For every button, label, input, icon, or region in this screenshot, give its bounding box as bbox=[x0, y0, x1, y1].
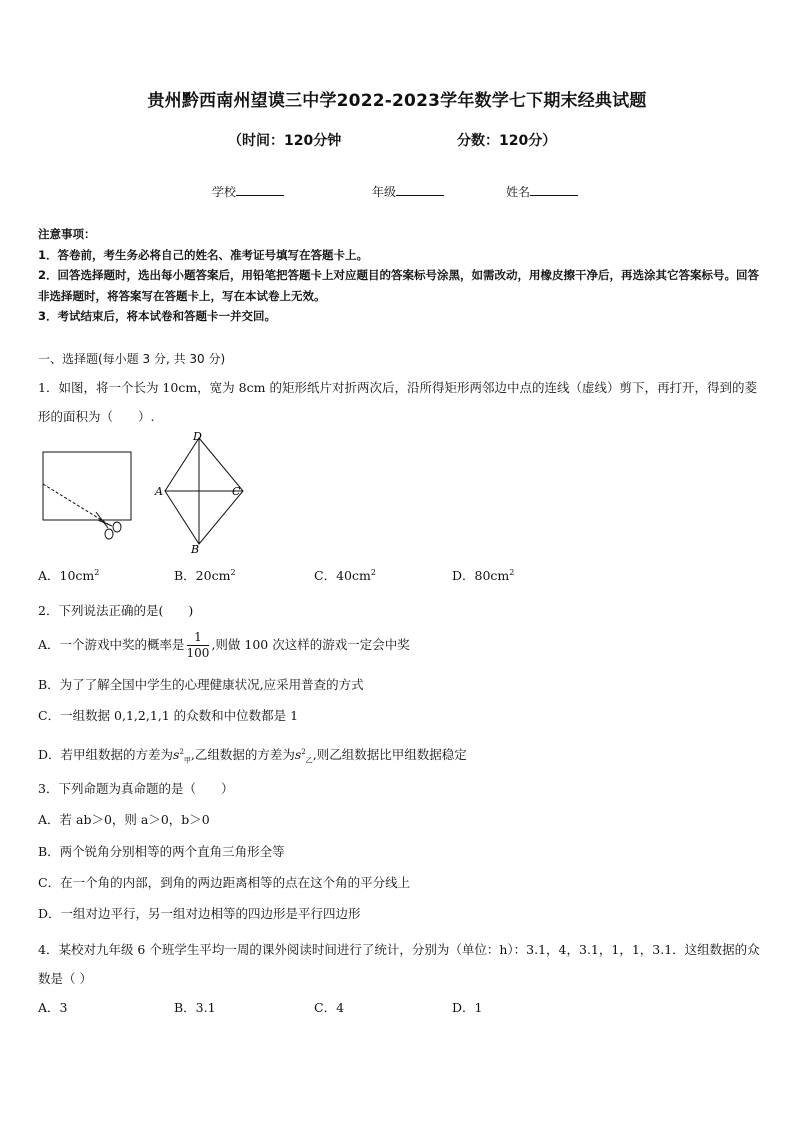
scissors-icon bbox=[96, 512, 121, 539]
variance-yi: $s^2_乙$ bbox=[294, 747, 313, 765]
grade-field bbox=[372, 183, 444, 200]
school-label: 学校 bbox=[212, 185, 237, 199]
q4-option-b[interactable]: B．3.1 bbox=[174, 1000, 216, 1015]
label-b: B bbox=[191, 543, 200, 556]
label-d: D bbox=[193, 430, 202, 443]
q2-option-c[interactable]: C．一组数据 0,1,2,1,1 的众数和中位数都是 1 bbox=[38, 708, 299, 723]
q4-option-c[interactable]: C．4 bbox=[314, 1000, 345, 1015]
exam-time: （时间：120分钟 bbox=[228, 133, 342, 149]
q4-stem: 4．某校对九年级 6 个班学生平均一周的课外阅读时间进行了统计，分别为（单位：h）：3.1，4，3.1，1，1，3.1．这组数据的众数是（ ） bbox=[38, 942, 760, 986]
grade-label: 年级 bbox=[372, 185, 397, 199]
note-item-2: 2．回答选择题时，选出每小题答案后，用铅笔把答题卡上对应题目的答案标号涂黑，如需改动，用橡皮擦干净后，再选涂其它答案标号。回答非选择题时，将答案写在答题卡上，写在本试卷上无效。 bbox=[38, 268, 759, 303]
school-blank[interactable] bbox=[236, 184, 284, 196]
rectangle-paper bbox=[43, 452, 131, 520]
label-c: C bbox=[232, 485, 241, 498]
q3-option-d[interactable]: D．一组对边平行，另一组对边相等的四边形是平行四边形 bbox=[38, 906, 361, 921]
note-item-1: 1．答卷前，考生务必将自己的姓名、准考证号填写在答题卡上。 bbox=[38, 247, 368, 262]
school-field bbox=[212, 183, 284, 200]
exam-score: 分数：120分） bbox=[457, 133, 557, 149]
variance-jia: $s^2_甲$ bbox=[173, 747, 191, 765]
cut-line bbox=[43, 484, 108, 524]
q1-figure bbox=[36, 428, 256, 556]
q4-option-a[interactable]: A．3 bbox=[38, 1000, 68, 1015]
name-field bbox=[506, 183, 578, 200]
q3-option-a[interactable]: A．若 ab＞0，则 a＞0，b＞0 bbox=[38, 812, 210, 827]
note-item-3: 3．考试结束后，将本试卷和答题卡一并交回。 bbox=[38, 309, 276, 323]
q2-option-d[interactable]: D．若甲组数据的方差为$s^2_甲$,乙组数据的方差为$s^2_乙$,则乙组数据比甲组数据稳定 bbox=[38, 747, 467, 765]
q4-option-d[interactable]: D．1 bbox=[452, 1000, 483, 1015]
q1-option-a[interactable]: A．$10cm^2$ bbox=[38, 567, 100, 583]
q3-option-c[interactable]: C．在一个角的内部，到角的两边距离相等的点在这个角的平分线上 bbox=[38, 875, 411, 890]
q2-option-b[interactable]: B．为了了解全国中学生的心理健康状况,应采用普查的方式 bbox=[38, 677, 364, 692]
section-heading: 一、选择题(每小题 3 分, 共 30 分) bbox=[38, 352, 226, 366]
name-blank[interactable] bbox=[530, 184, 578, 196]
notes-block bbox=[38, 224, 760, 327]
notes-heading: 注意事项： bbox=[38, 227, 96, 241]
fraction-one-hundredth: $\frac{1}{100}$ bbox=[186, 630, 210, 660]
q1-option-b[interactable]: B．$20cm^2$ bbox=[174, 567, 236, 583]
grade-blank[interactable] bbox=[396, 184, 444, 196]
q1-option-d[interactable]: D．$80cm^2$ bbox=[452, 567, 515, 583]
label-a: A bbox=[155, 485, 163, 498]
exam-title: 贵州黔西南州望谟三中学2022-2023学年数学七下期末经典试题 bbox=[147, 91, 647, 111]
q1-option-c[interactable]: C．$40cm^2$ bbox=[314, 567, 376, 583]
q3-option-b[interactable]: B．两个锐角分别相等的两个直角三角形全等 bbox=[38, 844, 285, 859]
q2-stem: 2．下列说法正确的是( ) bbox=[38, 603, 194, 618]
q3-stem: 3．下列命题为真命题的是（ ） bbox=[38, 781, 234, 796]
q2-option-a[interactable]: A．一个游戏中奖的概率是 $\frac{1}{100}$ ,则做 100 次这样的游戏一定会中奖 bbox=[38, 630, 410, 660]
q1-stem: 1．如图，将一个长为 10cm，宽为 8cm 的矩形纸片对折两次后，沿所得矩形两邻边中点的连线（虚线）剪下，再打开，得到的菱形的面积为（ ）. bbox=[38, 380, 757, 424]
name-label: 姓名 bbox=[506, 185, 531, 199]
